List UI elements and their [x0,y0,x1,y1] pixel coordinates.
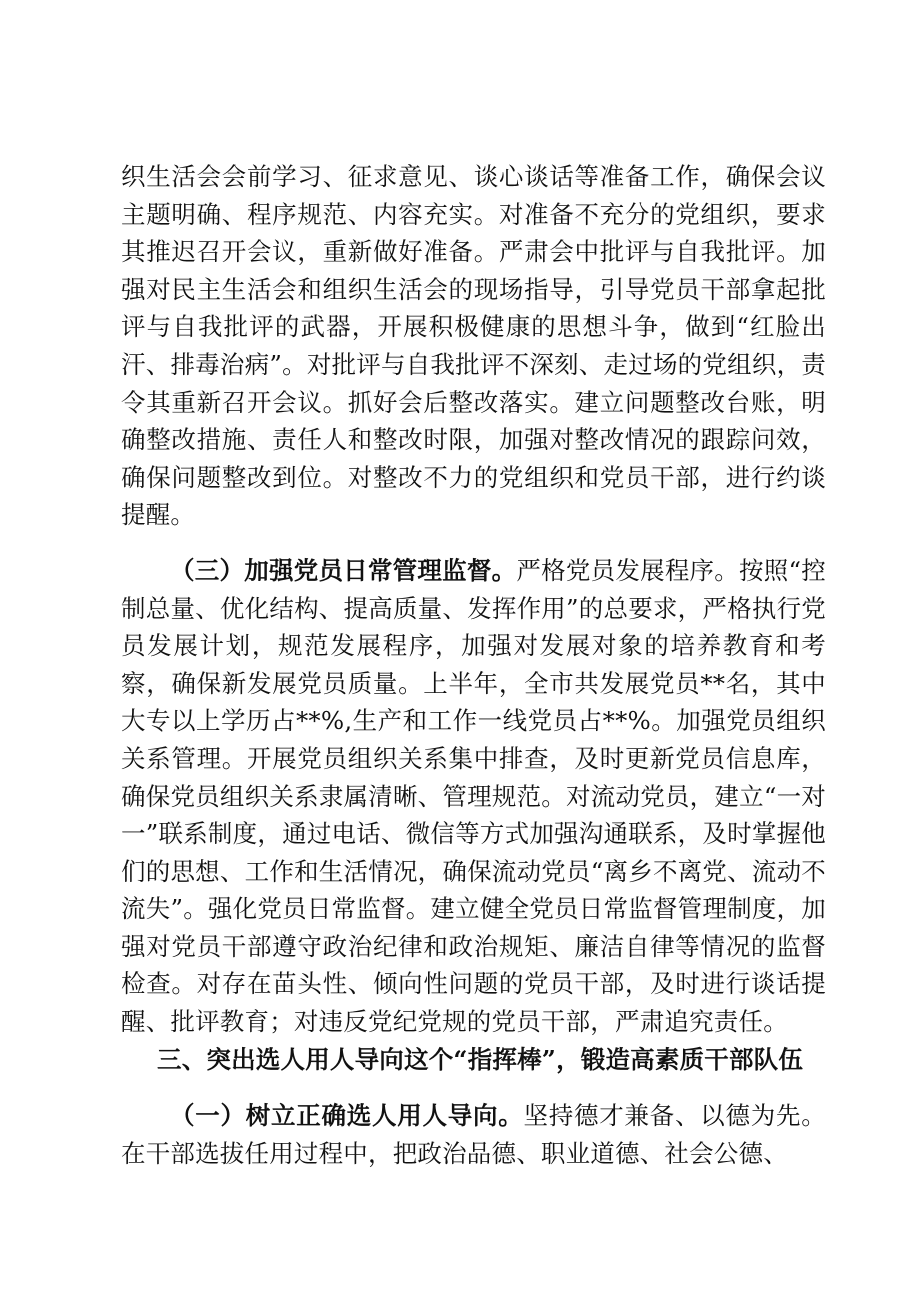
paragraph-lead-heading: （三）加强党员日常管理监督。 [170,555,517,585]
paragraph-party-member-management [121,552,826,1041]
paragraph-party-life-meetings: 织生活会会前学习、征求意见、谈心谈话等准备工作，确保会议主题明确、程序规范、内容充实。对准备不充分的党组织，要求其推迟召开会议，重新做好准备。严肃会中批评与自我批评。加强对民主生活会和组织生活会的现场指导，引导党员干部拿起批评与自我批评的武器，开展积极健康的思想斗争，做到“红脸出汗、排毒治病”。对批评与自我批评不深刻、走过场的党组织，责令其重新召开会议。抓好会后整改落实。建立问题整改台账，明确整改措施、责任人和整改时限，加强对整改情况的跟踪问效，确保问题整改到位。对整改不力的党组织和党员干部，进行约谈提醒。 [121,162,826,530]
paragraph-selection-orientation [121,1097,826,1172]
paragraph-body-text: 严格党员发展程序。按照“控制总量、优化结构、提高质量、发挥作用”的总要求，严格执行党员发展计划，规范发展程序，加强对发展对象的培养教育和考察，确保新发展党员质量。上半年，全市共发展党员**名，其中大专以上学历占**%,生产和工作一线党员占**%。加强党员组织关系管理。开展党员组织关系集中排查，及时更新党员信息库，确保党员组织关系隶属清晰、管理规范。对流动党员，建立“一对一”联系制度，通过电话、微信等方式加强沟通联系，及时掌握他们的思想、工作和生活情况，确保流动党员“离乡不离党、流动不流失”。强化党员日常监督。建立健全党员日常监督管理制度，加强对党员干部遵守政治纪律和政治规矩、廉洁自律等情况的监督检查。对存在苗头性、倾向性问题的党员干部，及时进行谈话提醒、批评教育；对违反党纪党规的党员干部，严肃追究责任。 [121,555,826,1037]
document-page [121,158,826,1172]
paragraph-body-text: 坚持德才兼备、以德为先。在干部选拔任用过程中，把政治品德、职业道德、社会公德、 [121,1101,826,1168]
section-heading: 三、突出选人用人导向这个“指挥棒”，锻造高素质干部队伍 [157,1044,804,1074]
paragraph-lead-heading: （一）树立正确选人用人导向。 [170,1101,524,1131]
